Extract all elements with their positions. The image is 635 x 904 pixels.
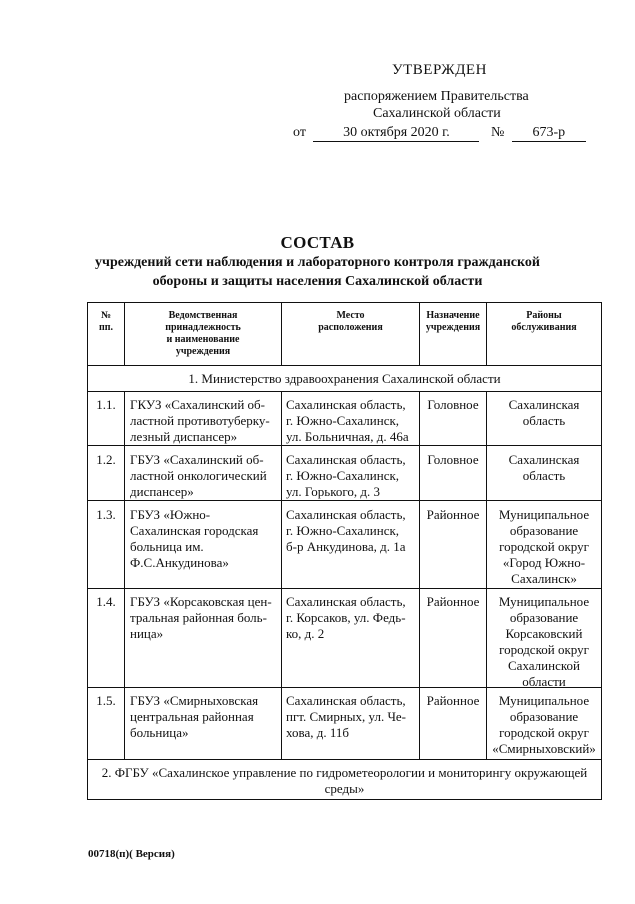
row-3-areas: Муниципальное образование городской округ «Город Южно- Сахалинск» <box>498 507 590 586</box>
row-1-num: 1.1. <box>96 397 116 412</box>
number-sign: № <box>490 125 505 140</box>
row-3-num: 1.3. <box>96 507 116 522</box>
approval-line-2: Сахалинской области <box>373 106 501 121</box>
header-purpose: Назначение учреждения <box>425 310 481 333</box>
document-title: СОСТАВ <box>280 233 355 252</box>
row-2-purpose: Головное <box>427 452 479 467</box>
section-heading-1: 1. Министерство здравоохранения Сахалинской области <box>188 371 501 386</box>
row-2-place: Сахалинская область, г. Южно-Сахалинск, ул. Горького, д. 3 <box>286 452 406 499</box>
header-dept: Ведомственная принадлежность и наименование учреждения <box>165 310 241 357</box>
row-4-areas: Муниципальное образование Корсаковский городской округ Сахалинской области <box>498 594 590 689</box>
document-subtitle: учреждений сети наблюдения и лабораторного контроля гражданской обороны и защиты населения Сахалинской области <box>95 255 540 289</box>
row-2-areas: Сахалинская область <box>508 452 580 483</box>
row-3-place: Сахалинская область, г. Южно-Сахалинск, б-р Анкудинова, д. 1а <box>286 507 406 554</box>
approval-line-1: распоряжением Правительства <box>344 89 529 104</box>
approval-number: 673-р <box>512 125 586 142</box>
row-1-purpose: Головное <box>427 397 479 412</box>
row-4-place: Сахалинская область, г. Корсаков, ул. Федь- ко, д. 2 <box>286 594 406 641</box>
section-heading-2: 2. ФГБУ «Сахалинское управление по гидрометеорологии и мониторингу окружающей среды» <box>101 765 588 796</box>
approval-date: 30 октября 2020 г. <box>313 125 479 142</box>
row-5-num: 1.5. <box>96 693 116 708</box>
row-5-areas: Муниципальное образование городской округ «Смирныховский» <box>492 693 596 756</box>
row-4-num: 1.4. <box>96 594 116 609</box>
row-5-purpose: Районное <box>426 693 480 708</box>
footer-code: 00718(п)( Версия) <box>88 848 175 860</box>
row-4-purpose: Районное <box>426 594 480 609</box>
header-place: Место расположения <box>318 310 383 333</box>
header-num: № пп. <box>98 310 114 333</box>
row-3-name: ГБУЗ «Южно- Сахалинская городская больница им. Ф.С.Анкудинова» <box>130 507 259 570</box>
header-areas: Районы обслуживания <box>511 310 577 333</box>
row-2-name: ГБУЗ «Сахалинский об- ластной онкологический диспансер» <box>130 452 267 499</box>
row-4-name: ГБУЗ «Корсаковская цен- тральная районная боль- ница» <box>130 594 272 641</box>
row-1-name: ГКУЗ «Сахалинский об- ластной противотуберку- лезный диспансер» <box>130 397 270 444</box>
row-3-purpose: Районное <box>426 507 480 522</box>
row-1-place: Сахалинская область, г. Южно-Сахалинск, ул. Больничная, д. 46а <box>286 397 409 444</box>
approval-status: УТВЕРЖДЕН <box>392 62 487 78</box>
from-label: от <box>293 125 306 140</box>
row-1-areas: Сахалинская область <box>508 397 580 428</box>
row-5-name: ГБУЗ «Смирныховская центральная районная больница» <box>130 693 259 740</box>
row-2-num: 1.2. <box>96 452 116 467</box>
row-5-place: Сахалинская область, пгт. Смирных, ул. Че- хова, д. 11б <box>286 693 407 740</box>
